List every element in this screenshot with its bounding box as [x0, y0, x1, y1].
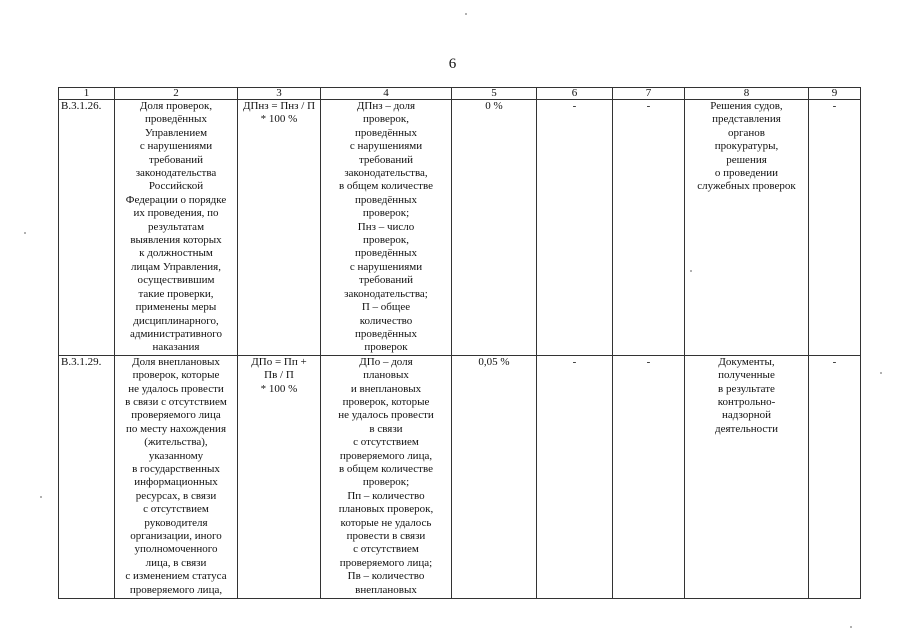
text-line: надзорной — [721, 409, 772, 422]
scan-speck — [690, 270, 692, 272]
header-cell: 6 — [537, 88, 613, 100]
text-line: ДПнз – доля — [356, 100, 416, 112]
scan-speck — [880, 372, 882, 374]
header-cell: 9 — [809, 88, 861, 100]
text-line: в общем количестве — [338, 462, 433, 475]
text-line: организации, иного — [130, 530, 222, 542]
target-value: 0,05 % — [452, 355, 537, 598]
text-line: Доля проверок, — [139, 100, 213, 112]
text-line: выявления которых — [130, 234, 222, 247]
text-line: служебных проверок — [697, 180, 796, 193]
text-line: проведённых — [355, 327, 417, 340]
text-line: проверяемого лица — [131, 409, 221, 422]
scan-speck — [465, 13, 467, 15]
page-number: 6 — [448, 56, 457, 72]
text-line: Решения судов, — [710, 100, 783, 112]
text-line: с отсутствием — [353, 543, 419, 556]
col6-value: - — [537, 100, 613, 356]
text-line: Пнз – число — [357, 220, 415, 233]
col9-value: - — [809, 355, 861, 598]
col7-value: - — [613, 100, 685, 356]
col9-value: - — [809, 100, 861, 356]
text-line: ДПо = Пп + — [251, 355, 307, 368]
text-line: проверок, которые — [132, 369, 220, 382]
text-line: с нарушениями — [139, 140, 213, 153]
header-cell: 2 — [115, 88, 238, 100]
text-line: применены меры — [135, 301, 217, 314]
text-line: Управлением — [144, 126, 208, 139]
col6-value: - — [537, 355, 613, 598]
text-line: * 100 % — [260, 382, 298, 395]
text-line: требований — [358, 153, 413, 166]
text-line: с отсутствием — [353, 436, 419, 449]
text-line: плановых проверок, — [338, 503, 434, 516]
text-line: контрольно- — [717, 395, 776, 408]
text-line: органов — [728, 126, 765, 139]
table-row — [59, 100, 861, 356]
header-cell: 1 — [59, 88, 115, 100]
text-line: внеплановых — [355, 583, 417, 596]
text-line: законодательства, — [344, 167, 428, 180]
text-line: дисциплинарного, — [133, 314, 219, 327]
text-line: проведённых — [355, 247, 417, 260]
indicator-formula — [238, 355, 321, 598]
scan-speck — [40, 496, 42, 498]
text-line: которые не удалось — [340, 516, 432, 529]
text-line: такие проверки, — [138, 287, 214, 300]
indicator-code: В.3.1.29. — [59, 355, 115, 598]
text-line: с отсутствием — [143, 503, 209, 516]
text-line: Документы, — [718, 355, 775, 368]
text-line: осуществившим — [137, 274, 215, 287]
data-source — [685, 100, 809, 356]
text-line: Пв – количество — [347, 570, 425, 583]
text-line: уполномоченного — [134, 543, 218, 556]
indicator-name — [115, 100, 238, 356]
text-line: требований — [148, 153, 203, 166]
text-line: не удалось провести — [128, 382, 224, 395]
text-line: решения — [726, 153, 767, 166]
text-line: и внеплановых — [350, 382, 422, 395]
header-cell: 5 — [452, 88, 537, 100]
text-line: их проведения, по — [133, 207, 219, 220]
scan-speck — [24, 232, 26, 234]
indicator-code: В.3.1.26. — [59, 100, 115, 356]
col7-value: - — [613, 355, 685, 598]
indicator-definition — [321, 100, 452, 356]
text-line: законодательства — [135, 167, 217, 180]
text-line: количество — [359, 314, 413, 327]
text-line: проверок — [364, 341, 408, 354]
text-line: лица, в связи — [145, 556, 207, 569]
text-line: проведённых — [145, 113, 207, 126]
text-line: ресурсах, в связи — [135, 489, 217, 502]
data-source — [685, 355, 809, 598]
text-line: указанному — [148, 449, 204, 462]
indicators-table — [58, 87, 861, 599]
text-line: не удалось провести — [338, 409, 434, 422]
text-line: руководителя — [144, 516, 208, 529]
text-line: законодательства; — [344, 287, 428, 300]
text-line: ДПо – доля — [359, 355, 413, 368]
text-line: с нарушениями — [349, 260, 423, 273]
text-line: о проведении — [714, 167, 779, 180]
text-line: информационных — [134, 476, 218, 489]
text-line: (жительства), — [144, 436, 208, 449]
text-line: * 100 % — [260, 113, 298, 126]
text-line: проверяемого лица, — [129, 583, 223, 596]
header-cell: 8 — [685, 88, 809, 100]
text-line: по месту нахождения — [125, 422, 227, 435]
indicator-definition — [321, 355, 452, 598]
header-row — [59, 88, 861, 100]
text-line: лицам Управления, — [131, 260, 221, 273]
text-line: проверяемого лица, — [339, 449, 433, 462]
text-line: деятельности — [715, 422, 778, 435]
text-line: в результате — [718, 382, 775, 395]
header-cell: 7 — [613, 88, 685, 100]
text-line: П – общее — [361, 301, 411, 314]
header-cell: 3 — [238, 88, 321, 100]
indicator-formula — [238, 100, 321, 356]
text-line: проверок; — [362, 476, 410, 489]
text-line: прокуратуры, — [714, 140, 779, 153]
text-line: в связи — [369, 422, 403, 435]
text-line: проведённых — [355, 126, 417, 139]
text-line: в государственных — [132, 462, 220, 475]
text-line: Пп – количество — [347, 489, 425, 502]
text-line: в общем количестве — [338, 180, 433, 193]
text-line: проверок, — [363, 234, 409, 247]
text-line: административного — [129, 327, 223, 340]
scan-speck — [850, 626, 852, 628]
text-line: проведённых — [355, 193, 417, 206]
text-line: требований — [358, 274, 413, 287]
header-cell: 4 — [321, 88, 452, 100]
text-line: результатам — [147, 220, 205, 233]
text-line: Пв / П — [264, 369, 294, 382]
text-line: Российской — [148, 180, 204, 193]
text-line: проверок; — [362, 207, 410, 220]
text-line: представления — [712, 113, 781, 126]
text-line: Доля внеплановых — [132, 355, 220, 368]
table-row — [59, 355, 861, 598]
text-line: Федерации о порядке — [125, 193, 227, 206]
target-value: 0 % — [452, 100, 537, 356]
text-line: проверок, — [363, 113, 409, 126]
text-line: ДПнз = Пнз / П — [242, 100, 316, 112]
text-line: плановых — [363, 369, 409, 382]
text-line: в связи с отсутствием — [125, 395, 227, 408]
indicator-name — [115, 355, 238, 598]
text-line: провести в связи — [346, 530, 426, 542]
text-line: проверок, которые — [342, 395, 430, 408]
text-line: с изменением статуса — [125, 570, 227, 583]
text-line: проверяемого лица; — [339, 556, 433, 569]
text-line: с нарушениями — [349, 140, 423, 153]
text-line: полученные — [718, 369, 775, 382]
text-line: наказания — [152, 341, 200, 354]
text-line: к должностным — [139, 247, 213, 260]
